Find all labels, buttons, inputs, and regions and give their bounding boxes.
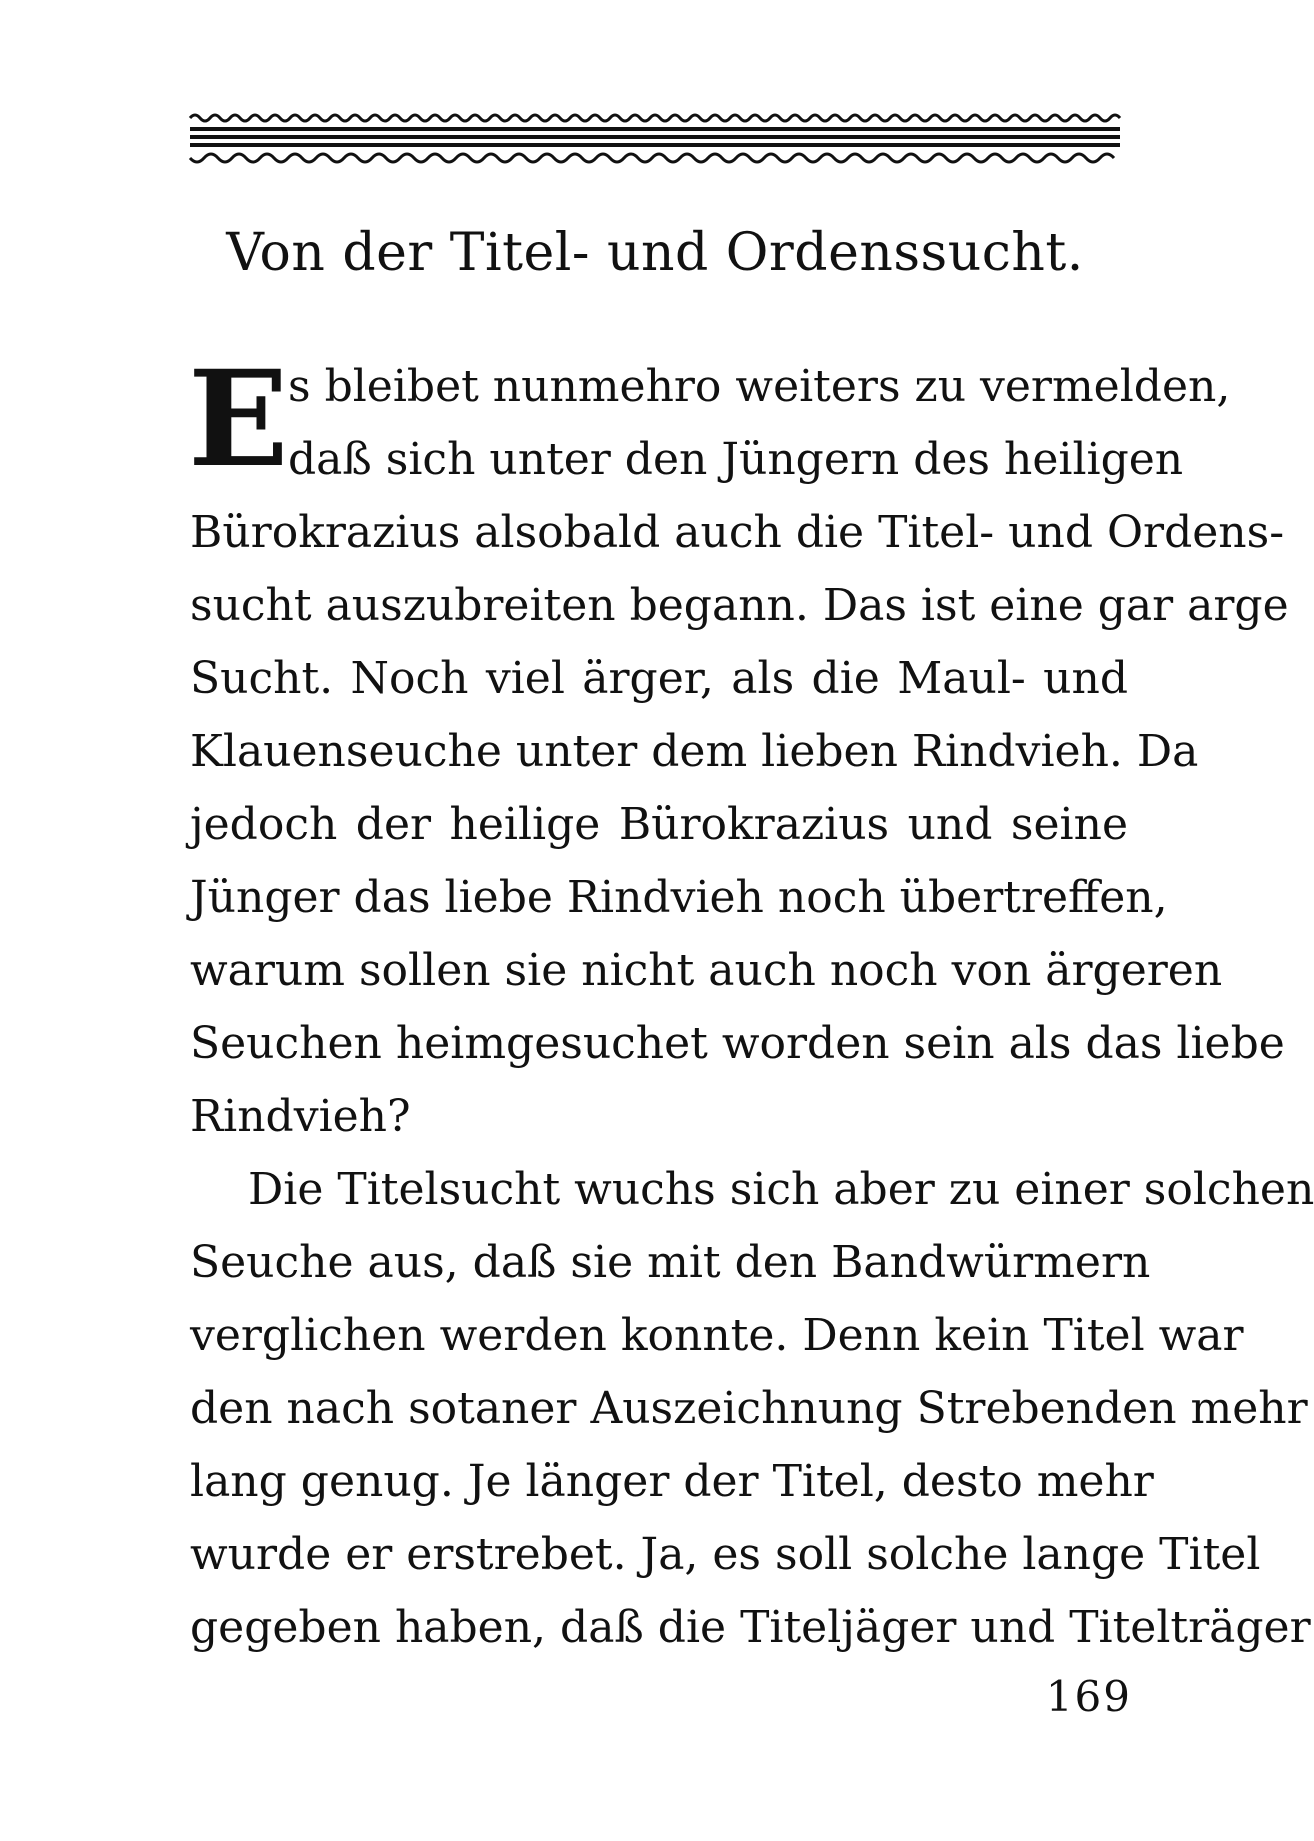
text-line: daß sich unter den Jüngern des heiligen <box>288 434 1184 485</box>
text-line: Jünger das liebe Rindvieh noch übertreffen, <box>190 872 1168 923</box>
text-line: Seuche aus, daß sie mit den Bandwürmern <box>190 1237 1151 1288</box>
drop-cap: E <box>188 342 289 497</box>
text-line: Seuchen heimgesuchet worden sein als das liebe <box>190 1018 1285 1069</box>
ornament-border-icon <box>190 112 1120 168</box>
text-line: Sucht. Noch viel ärger, als die Maul- und <box>190 653 1128 704</box>
paragraph-2 <box>190 1153 1314 1664</box>
text-line: verglichen werden konnte. Denn kein Titel war <box>190 1310 1244 1361</box>
header-ornament <box>190 112 1120 168</box>
body-text <box>188 342 1314 1664</box>
text-line: lang genug. Je länger der Titel, desto mehr <box>190 1456 1154 1507</box>
text-line: gegeben haben, daß die Titeljäger und Titelträger <box>190 1602 1311 1653</box>
text-line: Die Titelsucht wuchs sich aber zu einer solchen <box>248 1164 1314 1215</box>
text-line: Bürokrazius alsobald auch die Titel- und Ordens- <box>190 507 1285 558</box>
text-line: wurde er erstrebet. Ja, es soll solche lange Titel <box>190 1529 1261 1580</box>
text-line: Klauenseuche unter dem lieben Rindvieh. Da <box>190 726 1199 777</box>
text-line: den nach sotaner Auszeichnung Strebenden mehr <box>190 1383 1308 1434</box>
page-title: Von der Titel- und Ordenssucht. <box>226 223 1084 283</box>
page-number: 169 <box>1045 1672 1132 1721</box>
paragraph-1 <box>188 342 1289 1153</box>
text-line: s bleibet nunmehro weiters zu vermelden, <box>288 361 1231 412</box>
text-line: sucht auszubreiten begann. Das ist eine gar arge <box>190 580 1289 631</box>
text-line: warum sollen sie nicht auch noch von ärgeren <box>190 945 1223 996</box>
text-line: Rindvieh? <box>190 1091 411 1142</box>
text-line: jedoch der heilige Bürokrazius und seine <box>190 799 1128 850</box>
